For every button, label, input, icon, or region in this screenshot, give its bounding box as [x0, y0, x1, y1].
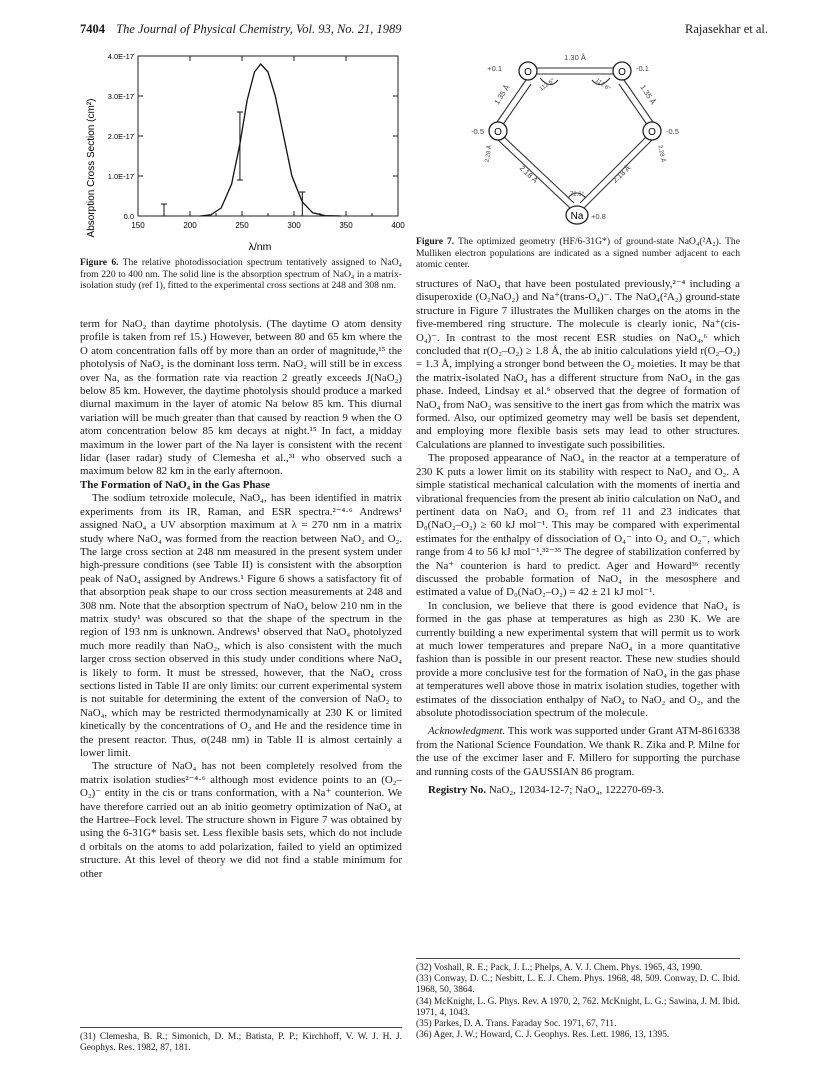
section-heading: The Formation of NaO₄ in the Gas Phase	[80, 478, 270, 491]
charge-ul: +0.1	[487, 64, 502, 73]
paragraph: The proposed appearance of NaO₄ in the reactor at a temperature of 230 K puts a lower limit on its stability with respect to NaO₂ and O₂. A simple statistical mechanical calculation with the moments of inertia and vibrational frequencies from the present ab initio calculation on NaO₄ and pertinent data on NaO₂ and O₂ from ref 11 and 23 indicates that D₀(NaO₂–O₂) ≥ 60 kJ mol⁻¹. This may be compared with experimental estimates for the enthalpy of dissociation of O₄⁻ into O₂ and O₂⁻, which range from 4 to 56 kJ mol⁻¹.³²⁻³⁵ The degree of stabilization conferred by the Na⁺ counterion is hard to predict. Ager and Howard³⁶ recently discussed the probable formation of NaO₄ in the mesosphere and estimated a value of D₀(NaO₂–O₂) = 42 ± 21 kJ mol⁻¹.	[416, 452, 740, 599]
bond-length-right-v: 2.28 Å	[656, 144, 666, 163]
reference-item: (36) Ager, J. W.; Howard, C. J. Geophys. Res. Lett. 1986, 13, 1395.	[416, 1030, 670, 1041]
running-header-author: Rajasekhar et al.	[685, 22, 768, 36]
paragraph-continued: term for NaO₂ than daytime photolysis. (The daytime O atom density profile is taken from ref 15.) However, between 80 and 65 km where the O atom concentration falls off by more than an order of magnitude,¹⁵ the photolysis of NaO₂ is the dominant loss term. NaO₂ will still be in excess over Na, as the formation rate via reaction 2 greatly exceeds J(NaO₂) below 85 km. However, the daytime photolysis should produce a marked diurnal maximum in the layer of atomic Na below 85 km. This diurnal variation will be much greater than that caused by reaction 9 when the O atom concentration below 85 km decays at night.¹⁵ In fact, a midday maximum in the lower part of the Na layer is consistent with the recent lidar (laser radar) study of Clemesha et al.,³¹ who observed such a maximum below 82 km in the early afternoon.	[80, 318, 402, 478]
figure-6-chart	[80, 48, 405, 253]
figure-6-caption	[80, 257, 402, 292]
x-tick-label: 200	[183, 221, 197, 230]
paragraph: The structure of NaO₄ has not been completely resolved from the matrix isolation studies²⁻⁴·⁶ although most evidence points to an (O₂–O₂)⁻ entity in the cis or trans conformation, with a Na⁺ counterion. We have therefore carried out an ab initio geometry optimization of NaO₄ at the Hartree–Fock level. The structure shown in Figure 7 was obtained by using the 6-31G* basis set. Less flexible basis sets, which do not include d orbitals on the atoms to add polarization, failed to yield an optimized structure. At this level of theory we did not find a stable minimum for other	[80, 760, 402, 880]
angle-bottom: 72.6°	[569, 192, 585, 198]
y-tick-label: 2.0E-17	[107, 132, 134, 141]
y-tick-label: 4.0E-17	[107, 52, 134, 61]
bond-length-ul: 1.35 Å	[492, 83, 512, 107]
y-tick-label: 1.0E-17	[107, 172, 134, 181]
figure-6-label: Figure 6.	[80, 257, 119, 268]
reference-item: (34) McKnight, L. G. Phys. Rev. A 1970, 2, 762. McKnight, L. G.; Sawina, J. M. Ibid. 1971, 4, 1043.	[416, 996, 740, 1018]
reference-item: (32) Voshall, R. E.; Pack, J. L.; Phelps, A. V. J. Chem. Phys. 1965, 43, 1990.	[416, 963, 703, 973]
angle-ur: 112.6°	[593, 77, 612, 93]
bond-length-ll: 2.18 Å	[517, 163, 540, 185]
left-column	[80, 318, 402, 881]
x-tick-label: 350	[339, 221, 353, 230]
right-column	[416, 278, 740, 797]
y-tick-label: 0.0	[123, 212, 134, 221]
y-tick-label: 3.0E-17	[107, 92, 134, 101]
bond-length-left-v: 2.28 Å	[484, 144, 494, 163]
atom-o-ur: O	[618, 67, 626, 78]
paragraph-continued: structures of NaO₄ that have been postulated previously,²⁻⁴ including a disuperoxide (O₂NaO₂) and Na⁺(trans-O₄)⁻. The NaO₄(²A₂) ground-state structure in Figure 7 illustrates the Mulliken charges on the atoms in the five-membered ring structure. The molecule is clearly ionic, Na⁺(cis-O₄)⁻. In contrast to the most recent ESR studies on NaO₄,⁶ which concluded that r(O₂–O₂) ≥ 1.8 Å, the ab initio calculations yield r(O₂–O₂) = 1.3 Å, implying a stronger bond between the O₂ moieties. It may be that the matrix-isolated NaO₄ has a different structure from NaO₄ in the gas phase. Indeed, Lindsay et al.⁶ observed that the degree of formation of NaO₄ from NaO₂ was sensitive to the inert gas from which the matrix was formed. Also, our optimized geometry may well be basis set dependent, and employing more flexible basis sets may lead to other structures. Calculations are planned to investigate such possibilities.	[416, 278, 740, 451]
figure-6-caption-text: The relative photodissociation spectrum tentatively assigned to NaO₄ from 220 to 400 nm. The solid line is the absorption spectrum of NaO₄ in a matrix-isolation study (ref 1), fitted to the experimental cross sections at 248 and 308 nm.	[80, 257, 402, 292]
registry-label: Registry No.	[428, 784, 487, 797]
acknowledgment-label: Acknowledgment.	[428, 725, 506, 738]
x-tick-label: 300	[287, 221, 301, 230]
angle-ul: 112.6°	[538, 77, 557, 93]
page-number: 7404	[80, 22, 105, 36]
x-tick-label: 150	[131, 221, 145, 230]
atom-o-l: O	[494, 127, 502, 138]
figure-7-structure	[470, 48, 700, 228]
running-header-left	[80, 22, 402, 37]
series-line	[200, 64, 340, 216]
journal-title: The Journal of Physical Chemistry, Vol. 93, No. 21, 1989	[116, 22, 402, 36]
paragraph: The sodium tetroxide molecule, NaO₄, has been identified in matrix experiments from its IR, Raman, and ESR spectra.²⁻⁴·⁶ Andrews¹ assigned NaO₄ a UV absorption maximum at λ = 270 nm in a matrix study where NaO₄ was formed from the reaction between NaO₂ and O₂. The large cross section at 248 nm measured in the present system under high-pressure conditions (see Table II) is consistent with the absorption peak of NaO₄ assigned by Andrews.¹ Figure 6 shows a satisfactory fit of that absorption peak shape to our cross section measurements at 248 and 308 nm. Note that the absorption spectrum of NaO₄ below 210 nm in the matrix study¹ was obscured so that the shape of the spectrum in the region of 193 nm is unknown. Andrews¹ observed that NaO₄ photolyzed much more readily than NaO₂, which is also consistent with the much larger cross section observed in this study under conditions where NaO₄ is likely to form. It must be stressed, however, that the NaO₄ cross sections listed in Table II are only limits: our current experimental system is not suitable for determining the extent of the conversion of NaO₂ to NaO₄, which may be restricted thermodynamically at 230 K or limited kinetically by the concentrations of O₂ and He and the residence time in the present reactor. Thus, σ(248 nm) in Table II is almost certainly a lower limit.	[80, 492, 402, 759]
paragraph: In conclusion, we believe that there is good evidence that NaO₄ is formed in the gas phase at temperatures as high as 230 K. We are currently building a new experimental system that will permit us to work at much lower temperatures and prepare NaO₄ in a more quantitative fashion than is possible in our present reactor. These new studies should provide a more conclusive test for the formation of NaO₄ in the gas phase at temperatures well above those in matrix isolation studies, together with estimates of the dissociation enthalpy of NaO₄ to NaO₂ and O₂, and the absolute photodissociation spectrum of the molecule.	[416, 599, 740, 719]
charge-r: -0.5	[666, 127, 679, 136]
reference-item: (35) Parkes, D. A. Trans. Faraday Soc. 1971, 67, 711.	[416, 1019, 617, 1030]
x-tick-label: 400	[391, 221, 405, 230]
references-rule	[416, 958, 740, 959]
references-list	[416, 963, 740, 1041]
x-tick-label: 250	[235, 221, 249, 230]
acknowledgment-text: This work was supported under Grant ATM-8616338 from the National Science Foundation. We thank R. Zika and P. Milne for the use of the excimer laser and F. Millero for supporting the purchase and running costs of the GAUSSIAN 86 program.	[416, 725, 740, 778]
figure-7-caption-text: The optimized geometry (HF/6-31G*) of ground-state NaO₄(²A₂). The Mulliken electron populations are indicated as a signed number adjacent to each atomic center.	[416, 236, 740, 271]
bond-length-top: 1.30 Å	[564, 53, 586, 62]
atom-na: Na	[570, 211, 584, 222]
reference-item: (33) Conway, D. C.; Nesbitt, L. E. J. Chem. Phys. 1968, 48, 509. Conway, D. C. Ibid. 1968, 50, 3864.	[416, 974, 740, 996]
charge-ur: -0.1	[636, 64, 649, 73]
registry	[416, 784, 740, 797]
registry-text: NaO₂, 12034-12-7; NaO₄, 122270-69-3.	[488, 784, 664, 797]
y-axis-label: Absorption Cross Section (cm²)	[86, 98, 97, 238]
charge-na: +0.8	[591, 212, 606, 221]
bond-length-ur: 1.35 Å	[638, 83, 658, 107]
footnote-rule	[80, 1027, 402, 1028]
plot-frame	[138, 56, 398, 216]
figure-7-label: Figure 7.	[416, 236, 455, 247]
atom-o-ul: O	[524, 67, 532, 78]
figure-7-caption	[416, 236, 740, 271]
acknowledgment	[416, 725, 740, 779]
x-axis-label: λ/nm	[248, 241, 272, 253]
atom-o-r: O	[648, 127, 656, 138]
charge-l: -0.5	[471, 127, 484, 136]
bond-length-lr: 2.18 Å	[610, 163, 633, 185]
footnote-31: (31) Clemesha, B. R.; Simonich, D. M.; Batista, P. P.; Kirchhoff, V. W. J. H. J. Geophys. Res. 1982, 87, 181.	[80, 1032, 402, 1054]
